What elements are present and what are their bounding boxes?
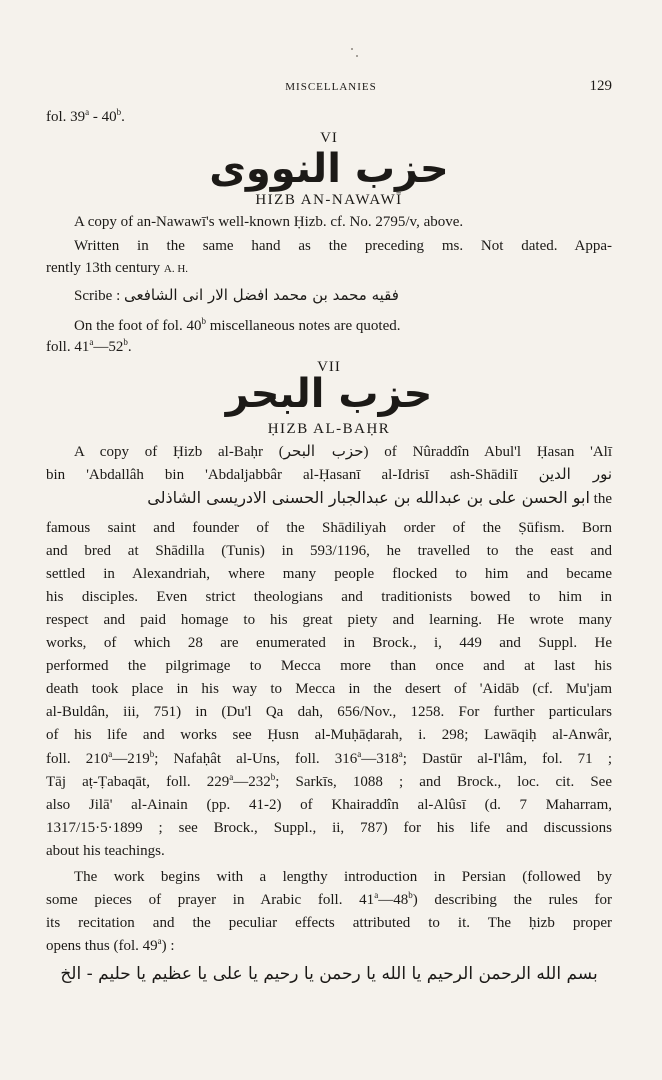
bahr-body-line: works, of which 28 are enumerated in Brock., i, 449 and Suppl. He <box>46 635 612 651</box>
page-number: 129 <box>589 78 612 94</box>
bahr-citation-line-1: foll. 210$^a$—219$^b$; Nafaḥât al-Uns, foll. 316$^a$—318$^a$; Dastūr al-I'lâm, fol. 71 ; <box>46 749 612 767</box>
bahr-body-line: and bred at Shādilla (Tunis) in 593/1196, he travelled to the east and <box>46 543 612 559</box>
bahr-citation-line-2: Tāj aṭ-Ṭabaqāt, foll. 229$^a$—232$^b$; Sarkīs, 1088 ; and Brock., loc. cit. See <box>46 772 612 790</box>
scribe-arabic: فقيه محمد بن محمد افضل الار انى الشافعى <box>124 286 399 304</box>
bahr-body-line: settled in Alexandriah, where many people flocked to him and became <box>46 566 612 582</box>
beginning-line-4: opens thus (fol. 49$^a$) : <box>46 936 175 954</box>
bahr-citation-line-4: 1317/15·5·1899 ; see Brock., Suppl., ii, 787) for his life and discussions <box>46 820 612 836</box>
bahr-body-line: respect and paid homage to his great piety and learning. He wrote many <box>46 612 612 628</box>
bahr-citation-line-5: about his teachings. <box>46 843 165 859</box>
paragraph-written-line2: rently 13th century A. H. <box>46 260 189 276</box>
bahr-line-2: bin 'Abdallâh bin 'Abdaljabbâr al-Ḥasanī al-Idrisī ash-Shādilī نور الدين <box>46 465 613 483</box>
section-numeral-vi: VI <box>320 130 338 146</box>
running-head <box>0 78 662 98</box>
paper-speck <box>356 55 358 57</box>
section-numeral-vii: VII <box>317 359 341 375</box>
bahr-citation-line-3: also Jilā' al-Ainain (pp. 41-2) of Khairaddîn al-Alûsī (d. 7 Maharram, <box>46 797 612 813</box>
section-heading-bahr: ḤIZB AL-BAḤR <box>267 421 391 437</box>
bahr-line-3: ابو الحسن على بن عبدالله بن عبدالجبار الحسنى الادريسى الشاذلى the <box>147 488 612 507</box>
bahr-body-line: his disciples. Even strict theologians and traditionists bowed to him in <box>46 589 612 605</box>
bahr-line-1: A copy of Ḥizb al-Baḥr (حزب البحر) of Nûraddîn Abul'l Ḥasan 'Alī <box>74 442 612 460</box>
beginning-line-1: The work begins with a lengthy introduction in Persian (followed by <box>74 869 612 885</box>
bahr-body-line: al-Buldân, iii, 751) in (Du'l Qa dah, 656/Nov., 1258. For further particulars <box>46 704 612 720</box>
running-title: MISCELLANIES <box>285 81 377 93</box>
bahr-body-line: death took place in his way to Mecca in the desert of 'Aidāb (cf. Mu'jam <box>46 681 612 697</box>
arabic-title-bahr: حزب البحر <box>225 371 433 417</box>
bahr-body-line: famous saint and founder of the Shādiliyah order of the Ṣūfism. Born <box>46 520 612 536</box>
opening-arabic-invocation: بسم الله الرحمن الرحيم يا الله يا رحمن يا رحيم يا على يا عظيم يا حليم - الخ <box>60 964 598 984</box>
paper-speck <box>351 48 353 50</box>
scribe-line: Scribe : فقيه محمد بن محمد افضل الار انى الشافعى <box>74 286 399 304</box>
section-heading-nawawi: HIZB AN-NAWAWĪ <box>255 192 403 208</box>
paragraph-written-line1: Written in the same hand as the preceding ms. Not dated. Appa- <box>74 238 612 254</box>
beginning-line-3: its recitation and the peculiar effects attributed to it. The ḥizb proper <box>46 915 612 931</box>
bahr-body-line: performed the pilgrimage to Mecca more than once and at last his <box>46 658 612 674</box>
bahr-body-line: of his life and works see Ḥusn al-Muḥāḍarah, i. 298; Lawāqiḥ al-Anwâr, <box>46 727 612 743</box>
arabic-title-nawawi: حزب النووى <box>209 146 449 192</box>
paragraph-nawawi-copy: A copy of an-Nawawī's well-known Ḥizb. cf. No. 2795/v, above. <box>74 214 464 230</box>
opening-folio-line: fol. 39$^a$ - 40$^b$. <box>46 107 125 125</box>
beginning-line-2: some pieces of prayer in Arabic foll. 41$^a$—48$^b$) describing the rules for <box>46 890 613 908</box>
folio-range-41-52: foll. 41$^a$—52$^b$. <box>46 337 132 355</box>
paragraph-foot-notes: On the foot of fol. 40$^b$ miscellaneous notes are quoted. <box>74 316 401 334</box>
